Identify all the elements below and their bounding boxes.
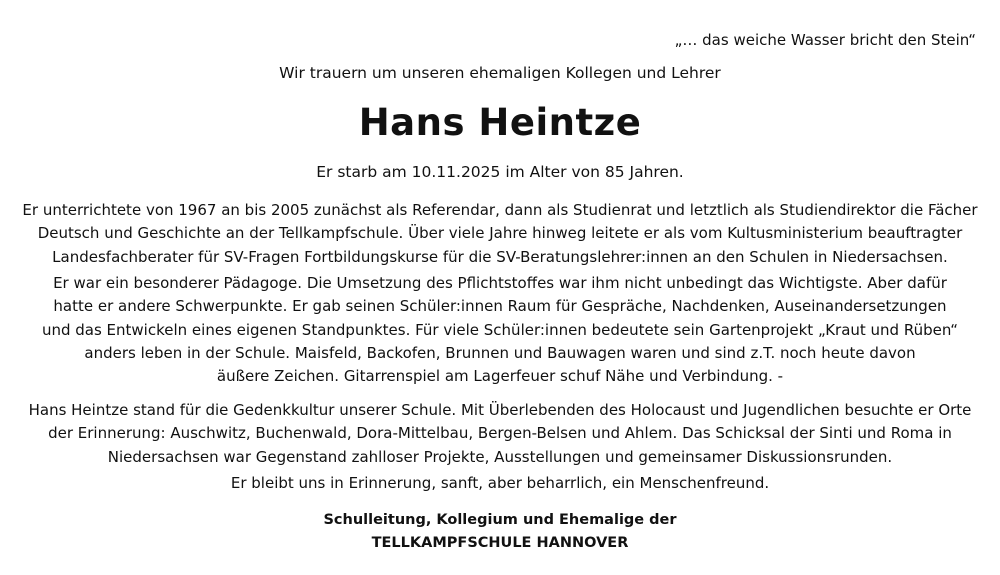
text-line: hatte er andere Schwerpunkte. Er gab seinen Schüler:innen Raum für Gespräche, Nachdenken, Auseinandersetzungen <box>53 297 947 316</box>
text-line: äußere Zeichen. Gitarrenspiel am Lagerfeuer schuf Nähe und Verbindung. - <box>216 367 784 386</box>
text-line: Landesfachberater für SV-Fragen Fortbildungskurse für die SV-Beratungslehrer:innen an den Schulen in Niedersachsen. <box>52 247 948 266</box>
career-paragraph <box>0 199 1000 269</box>
text-line: Hans Heintze stand für die Gedenkkultur unserer Schule. Mit Überlebenden des Holocaust und Jugendlichen besuchte er Orte <box>28 401 972 419</box>
text-line: der Erinnerung: Auschwitz, Buchenwald, Dora-Mittelbau, Bergen-Belsen und Ahlem. Das Schicksal der Sinti und Roma in <box>48 424 952 443</box>
text-line: anders leben in der Schule. Maisfeld, Backofen, Brunnen und Bauwagen waren und sind z.T. noch heute davon <box>84 343 916 362</box>
signature-line-2: TELLKAMPFSCHULE HANNOVER <box>371 535 629 551</box>
deceased-name: Hans Heintze <box>358 101 642 144</box>
text-line: Deutsch und Geschichte an der Tellkampfschule. Über viele Jahre hinweg leitete er als vom Kultusministerium beauftragter <box>37 224 963 243</box>
text-line: Er unterrichtete von 1967 an bis 2005 zunächst als Referendar, dann als Studienrat und letztlich als Studiendirektor die Fächer <box>22 201 978 219</box>
signature-block <box>0 509 1000 555</box>
death-date-line: Er starb am 10.11.2025 im Alter von 85 Jahren. <box>316 163 684 181</box>
text-line: und das Entwickeln eines eigenen Standpunktes. Für viele Schüler:innen bedeutete sein Gartenprojekt „Kraut und Rüben“ <box>41 320 959 339</box>
pedagogy-paragraph <box>0 272 1000 388</box>
text-line: Er war ein besonderer Pädagoge. Die Umsetzung des Pflichtstoffes war ihm nicht unbedingt das Wichtigste. Aber dafür <box>53 274 947 292</box>
remembrance-culture-paragraph <box>0 399 1000 469</box>
text-line: Niedersachsen war Gegenstand zahlloser Projekte, Ausstellungen und gemeinsamer Diskussionsrunden. <box>107 447 893 466</box>
signature-line-1: Schulleitung, Kollegium und Ehemalige der <box>323 512 677 528</box>
closing-paragraph <box>0 472 1000 495</box>
mourning-intro: Wir trauern um unseren ehemaligen Kollegen und Lehrer <box>279 64 721 82</box>
epigraph-quote: „… das weiche Wasser bricht den Stein“ <box>674 31 976 49</box>
text-line: Er bleibt uns in Erinnerung, sanft, aber beharrlich, ein Menschenfreund. <box>230 474 770 492</box>
